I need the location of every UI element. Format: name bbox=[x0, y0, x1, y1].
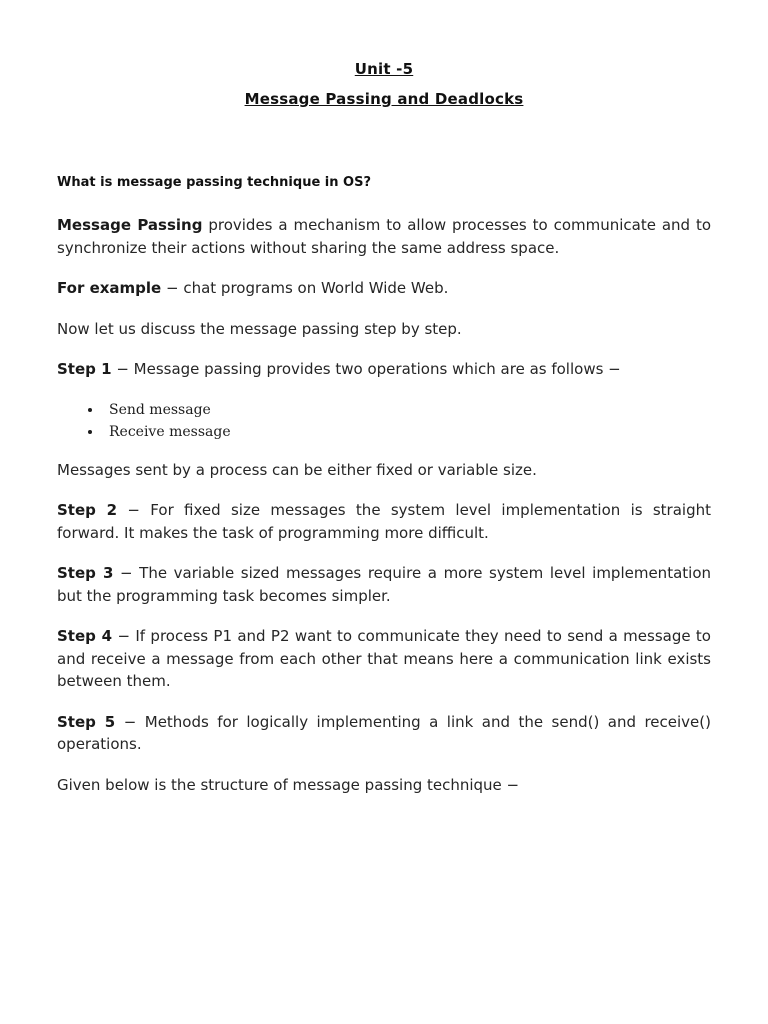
paragraph-text: Messages sent by a process can be either fixed or variable size. bbox=[57, 460, 537, 479]
unit-title: Unit -5 bbox=[354, 60, 414, 78]
paragraph-text: − Message passing provides two operations which are as follows − bbox=[111, 360, 621, 378]
paragraph-given-below bbox=[57, 774, 711, 797]
paragraph-lead: Message Passing bbox=[57, 216, 203, 234]
paragraph-lead: Step 1 bbox=[57, 360, 112, 378]
paragraph-text: − If process P1 and P2 want to communicate they need to send a message to and receive a message from each other that means here a communication link exists between them. bbox=[57, 627, 711, 690]
document-subtitle: Message Passing and Deadlocks bbox=[244, 90, 524, 108]
paragraph-lead: Step 4 bbox=[57, 627, 113, 645]
paragraph-step-1 bbox=[57, 358, 711, 381]
paragraph-step-2 bbox=[57, 499, 711, 544]
paragraph-text: Given below is the structure of message passing technique − bbox=[57, 775, 520, 794]
paragraph-message-passing bbox=[57, 214, 711, 259]
paragraph-lead: Step 3 bbox=[57, 564, 114, 582]
paragraph-lead: Step 5 bbox=[57, 712, 116, 731]
paragraph-text: Now let us discuss the message passing step by step. bbox=[57, 319, 462, 338]
paragraph-now-discuss bbox=[57, 318, 711, 341]
paragraph-text: provides a mechanism to allow processes to communicate and to synchronize their actions without sharing the same address space. bbox=[57, 216, 711, 257]
list-item-receive-message: • Receive message bbox=[103, 421, 711, 443]
paragraph-text: − chat programs on World Wide Web. bbox=[161, 279, 449, 297]
paragraph-step-4 bbox=[57, 625, 711, 693]
question-heading: What is message passing technique in OS? bbox=[57, 175, 371, 190]
paragraph-for-example bbox=[57, 277, 711, 300]
paragraph-text: − For fixed size messages the system level implementation is straight forward. It makes the task of programming more difficult. bbox=[57, 501, 711, 542]
list-item-send-message: • Send message bbox=[103, 399, 711, 421]
paragraph-step-3 bbox=[57, 562, 711, 607]
paragraph-lead: Step 2 bbox=[57, 501, 118, 519]
paragraph-step-5 bbox=[57, 711, 711, 756]
operations-list bbox=[57, 399, 711, 443]
paragraph-text: − Methods for logically implementing a link and the send() and receive() operations. bbox=[57, 712, 711, 753]
paragraph-text: − The variable sized messages require a more system level implementation but the programming task becomes simpler. bbox=[57, 564, 711, 605]
paragraph-messages-sent bbox=[57, 459, 711, 482]
paragraph-lead: For example bbox=[57, 279, 162, 297]
